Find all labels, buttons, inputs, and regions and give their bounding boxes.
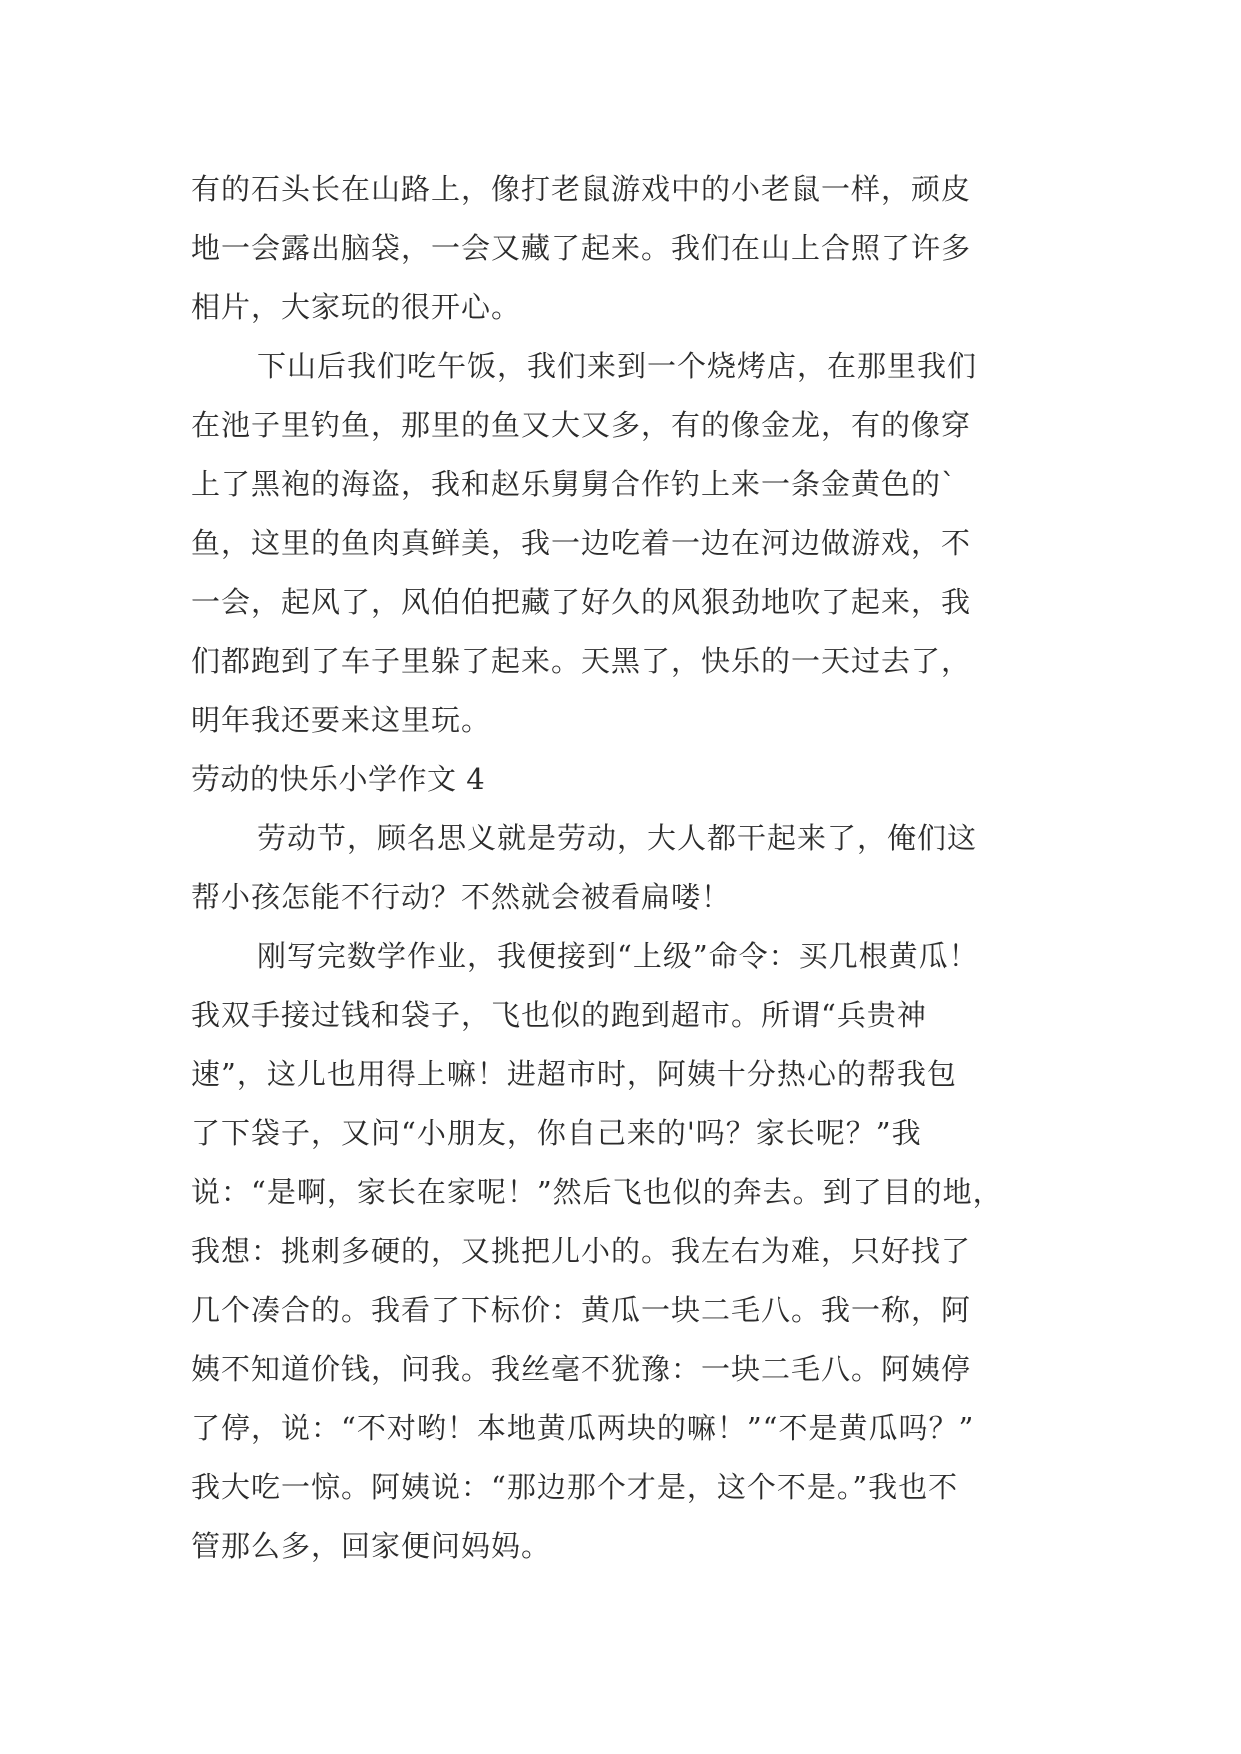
text-line: 姨不知道价钱，问我。我丝毫不犹豫：一块二毛八。阿姨停 — [191, 1352, 972, 1386]
text-line: 地一会露出脑袋，一会又藏了起来。我们在山上合照了许多 — [191, 231, 972, 265]
text-line: 了下袋子，又问“小朋友，你自己来的'吗？家长呢？”我 — [191, 1116, 922, 1150]
text-line: 速”，这儿也用得上嘛！进超市时，阿姨十分热心的帮我包 — [191, 1057, 957, 1091]
section-heading: 劳动的快乐小学作文 4 — [191, 762, 486, 796]
text-line: 在池子里钓鱼，那里的鱼又大又多，有的像金龙，有的像穿 — [191, 408, 972, 442]
text-line: 几个凑合的。我看了下标价：黄瓜一块二毛八。我一称，阿 — [191, 1293, 972, 1327]
text-line: 我大吃一惊。阿姨说：“那边那个才是，这个不是。”我也不 — [191, 1470, 959, 1504]
text-line: 下山后我们吃午饭，我们来到一个烧烤店，在那里我们 — [257, 349, 978, 383]
text-line: 劳动节，顾名思义就是劳动，大人都干起来了，俺们这 — [257, 821, 978, 855]
text-line: 上了黑袍的海盗，我和赵乐舅舅合作钓上来一条金黄色的` — [191, 467, 957, 501]
text-line: 刚写完数学作业，我便接到“上级”命令：买几根黄瓜！ — [257, 939, 979, 973]
text-line: 帮小孩怎能不行动？不然就会被看扁喽！ — [191, 880, 732, 914]
text-line: 我想：挑刺多硬的，又挑把儿小的。我左右为难，只好找了 — [191, 1234, 972, 1268]
text-line: 明年我还要来这里玩。 — [191, 703, 492, 737]
text-line: 管那么多，回家便问妈妈。 — [191, 1529, 552, 1563]
text-line: 有的石头长在山路上，像打老鼠游戏中的小老鼠一样，顽皮 — [191, 172, 972, 206]
text-line: 我双手接过钱和袋子，飞也似的跑到超市。所谓“兵贵神 — [191, 998, 927, 1032]
text-line: 鱼，这里的鱼肉真鲜美，我一边吃着一边在河边做游戏，不 — [191, 526, 972, 560]
text-line: 了停，说：“不对哟！本地黄瓜两块的嘛！”“不是黄瓜吗？” — [191, 1411, 975, 1445]
text-line: 说：“是啊，家长在家呢！”然后飞也似的奔去。到了目的地， — [191, 1175, 1003, 1209]
text-line: 们都跑到了车子里躲了起来。天黑了，快乐的一天过去了， — [191, 644, 972, 678]
text-line: 相片，大家玩的很开心。 — [191, 290, 522, 324]
document-body — [191, 160, 1066, 1576]
text-line: 一会，起风了，风伯伯把藏了好久的风狠劲地吹了起来，我 — [191, 585, 972, 619]
